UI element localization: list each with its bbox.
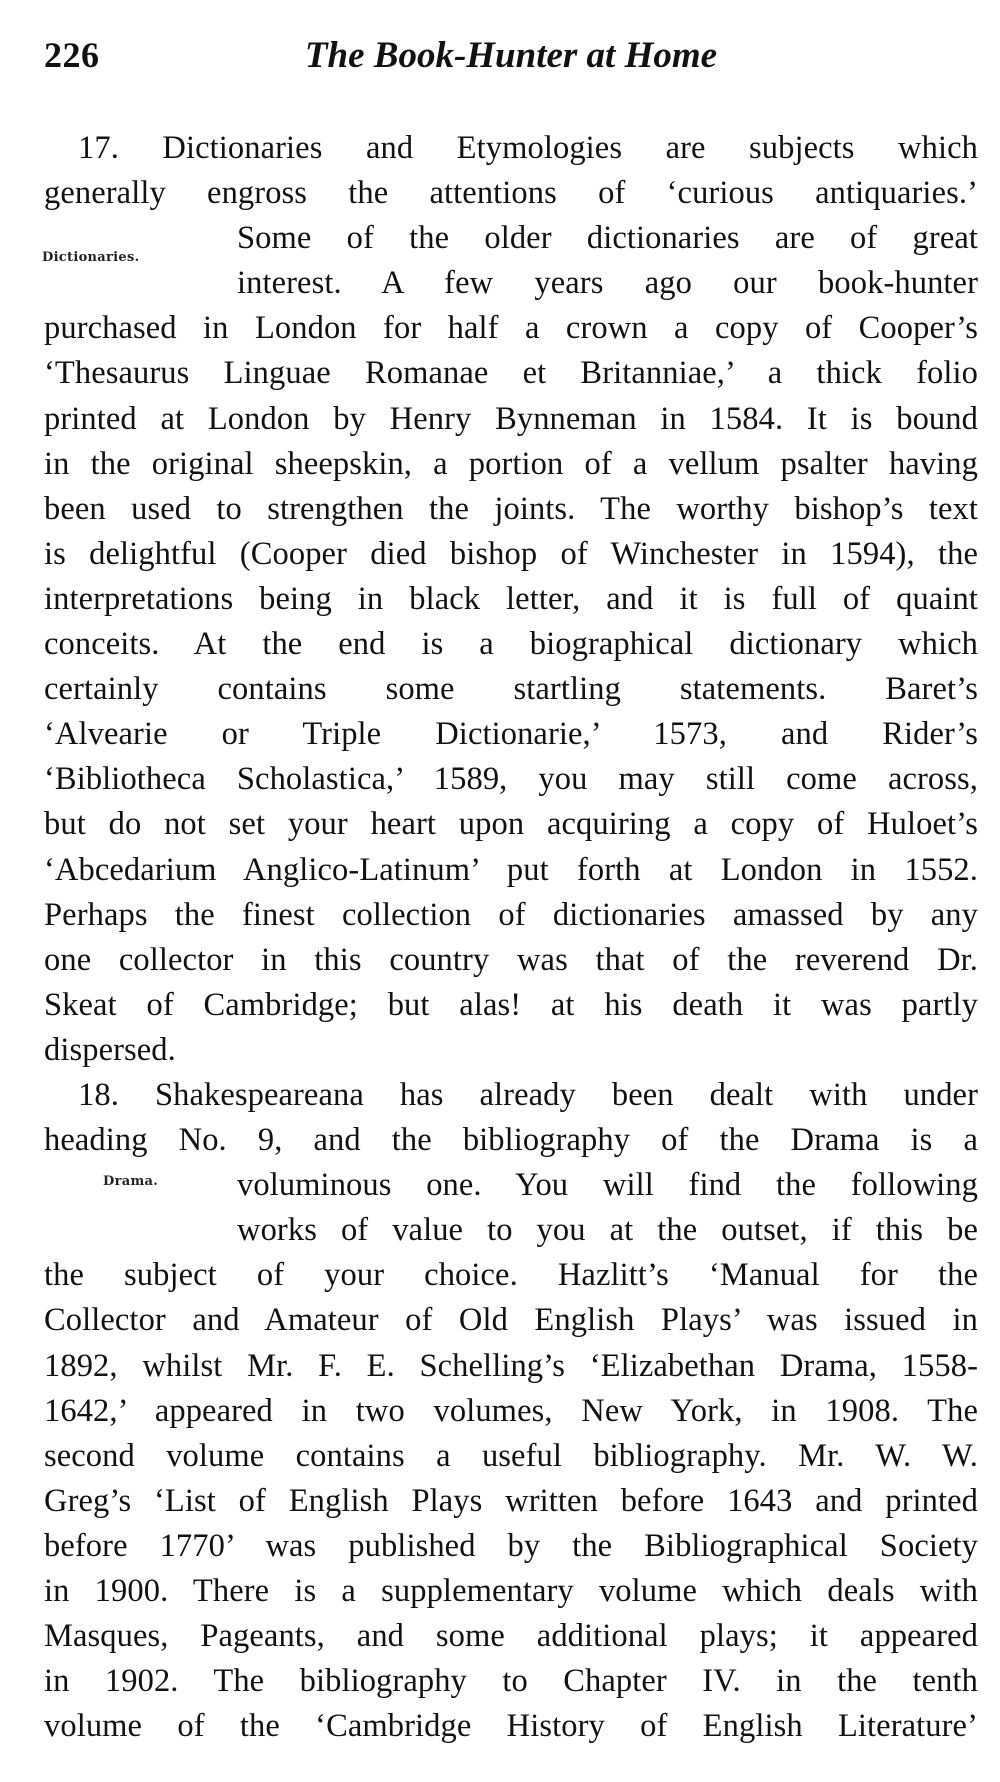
text-line: certainly contains some startling statements. Baret’s xyxy=(44,671,978,708)
text-line: interest. A few years ago our book-hunter xyxy=(237,265,978,302)
text-line: purchased in London for half a crown a copy of Cooper’s xyxy=(44,310,978,347)
text-line: Collector and Amateur of Old English Plays’ was issued in xyxy=(44,1302,978,1339)
text-line: the subject of your choice. Hazlitt’s ‘Manual for the xyxy=(44,1257,978,1294)
text-line: interpretations being in black letter, and it is full of quaint xyxy=(44,580,978,617)
text-line: before 1770’ was published by the Bibliographical Society xyxy=(44,1527,978,1564)
text-line: dispersed. xyxy=(44,1031,176,1068)
margin-note-drama: Drama. xyxy=(103,1174,159,1189)
text-line: 1892, whilst Mr. F. E. Schelling’s ‘Elizabethan Drama, 1558- xyxy=(44,1347,978,1384)
text-line: is delightful (Cooper died bishop of Winchester in 1594), the xyxy=(44,535,978,572)
text-line: 1642,’ appeared in two volumes, New York, in 1908. The xyxy=(44,1392,978,1429)
text-line: generally engross the attentions of ‘curious antiquaries.’ xyxy=(44,175,978,212)
text-line: 17. Dictionaries and Etymologies are subjects which xyxy=(78,130,978,166)
paragraph-18 xyxy=(44,1073,978,1749)
running-title: The Book-Hunter at Home xyxy=(304,35,718,76)
text-line: in the original sheepskin, a portion of a vellum psalter having xyxy=(44,445,978,482)
text-line: second volume contains a useful bibliography. Mr. W. W. xyxy=(44,1437,978,1474)
body-text xyxy=(44,126,978,1749)
text-line: Masques, Pageants, and some additional plays; it appeared xyxy=(44,1618,978,1655)
text-line: in 1900. There is a supplementary volume which deals with xyxy=(44,1573,978,1609)
text-line: printed at London by Henry Bynneman in 1584. It is bound xyxy=(44,400,978,437)
text-line: been used to strengthen the joints. The worthy bishop’s text xyxy=(44,490,978,527)
text-line: ‘Alvearie or Triple Dictionarie,’ 1573, and Rider’s xyxy=(44,716,978,753)
text-line: heading No. 9, and the bibliography of the Drama is a xyxy=(44,1122,978,1159)
text-line: ‘Thesaurus Linguae Romanae et Britanniae,’ a thick folio xyxy=(44,355,978,392)
text-line: conceits. At the end is a biographical dictionary which xyxy=(44,626,978,663)
text-line: 18. Shakespeareana has already been dealt with under xyxy=(78,1076,978,1113)
text-line: ‘Bibliotheca Scholastica,’ 1589, you may still come across, xyxy=(44,761,978,798)
text-line: volume of the ‘Cambridge History of English Literature’ xyxy=(44,1708,978,1745)
text-line: Greg’s ‘List of English Plays written before 1643 and printed xyxy=(44,1482,978,1519)
text-line: ‘Abcedarium Anglico-Latinum’ put forth at London in 1552. xyxy=(44,851,978,888)
paragraph-17 xyxy=(44,126,978,1073)
text-line: Perhaps the finest collection of dictionaries amassed by any xyxy=(44,896,978,933)
text-line: voluminous one. You will find the following xyxy=(237,1167,978,1204)
page-number: 226 xyxy=(44,35,100,75)
text-line: Some of the older dictionaries are of great xyxy=(237,220,978,257)
text-line: one collector in this country was that of the reverend Dr. xyxy=(44,941,978,978)
text-line: Skeat of Cambridge; but alas! at his death it was partly xyxy=(44,986,978,1023)
text-line: but do not set your heart upon acquiring a copy of Huloet’s xyxy=(44,806,978,843)
text-line: works of value to you at the outset, if this be xyxy=(237,1212,978,1249)
text-line: in 1902. The bibliography to Chapter IV. in the tenth xyxy=(44,1663,978,1700)
margin-note-dictionaries: Dictionaries. xyxy=(42,250,140,265)
page-header xyxy=(44,26,978,86)
